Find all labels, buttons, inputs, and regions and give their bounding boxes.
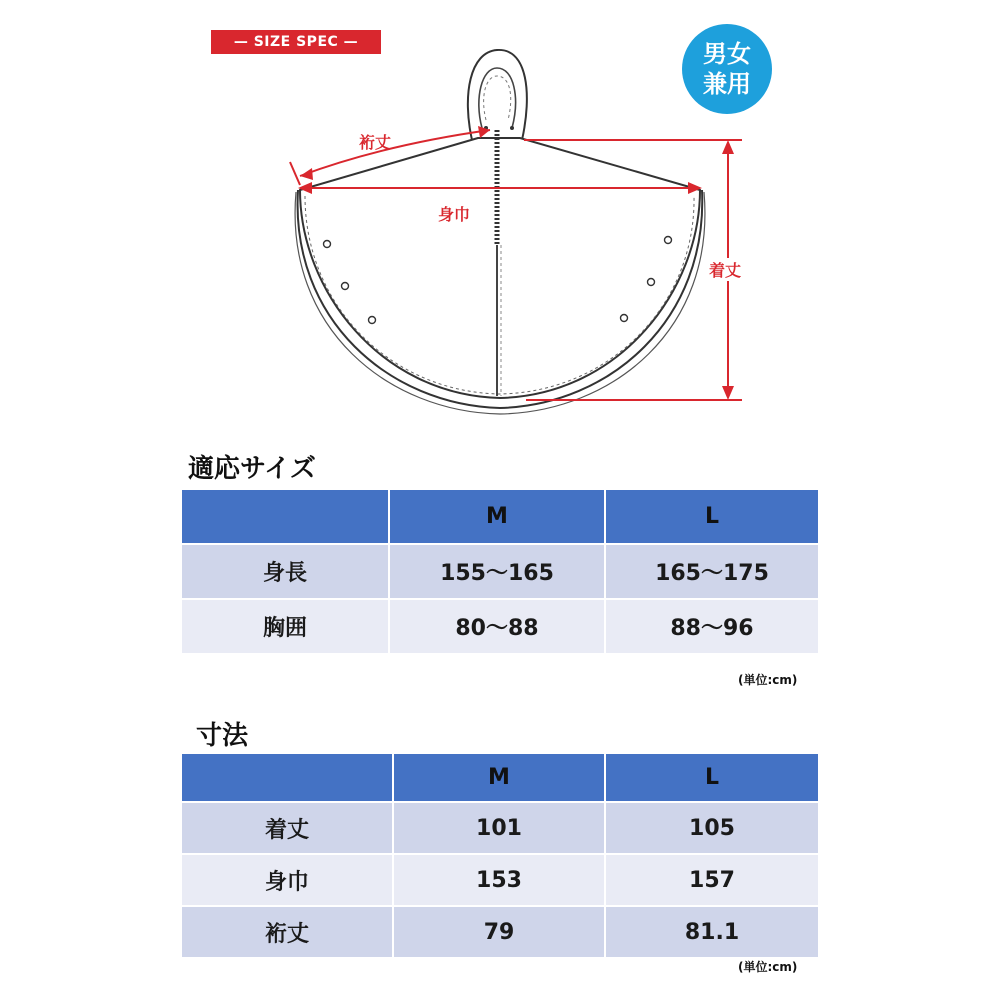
row-label: 身巾 — [182, 855, 394, 907]
row-label: 身長 — [182, 545, 390, 600]
table-header-row — [182, 754, 818, 803]
header-cell-m: M — [390, 490, 606, 545]
dimension-table-unit-note: (単位:cm) — [738, 960, 798, 974]
garment-length-label: 着丈 — [709, 258, 741, 281]
cell-m: 101 — [394, 803, 606, 855]
cell-m: 153 — [394, 855, 606, 907]
table-header-row — [182, 490, 818, 545]
row-label: 裄丈 — [182, 907, 394, 957]
fit-size-table — [182, 490, 818, 653]
sleeve-length-label: 裄丈 — [359, 133, 392, 152]
dimension-table — [182, 754, 818, 957]
hood-inner — [479, 68, 516, 128]
header-cell-l: L — [606, 490, 818, 545]
poncho-body-outline — [300, 138, 700, 398]
dimension-title: 寸法 — [196, 721, 249, 751]
row-label: 胸囲 — [182, 600, 390, 653]
size-spec-banner: — SIZE SPEC — — [211, 30, 381, 54]
header-cell — [182, 490, 390, 545]
cell-l: 157 — [606, 855, 818, 907]
table-row — [182, 855, 818, 907]
cell-l: 81.1 — [606, 907, 818, 957]
header-cell-l: L — [606, 754, 818, 803]
row-label: 着丈 — [182, 803, 394, 855]
table-row — [182, 600, 818, 653]
fit-size-title: 適応サイズ — [188, 454, 316, 484]
cell-l: 88〜96 — [606, 600, 818, 653]
fit-table-unit-note: (単位:cm) — [738, 673, 798, 687]
cell-m: 155〜165 — [390, 545, 606, 600]
table-row — [182, 907, 818, 957]
header-cell — [182, 754, 394, 803]
table-row — [182, 803, 818, 855]
cell-l: 165〜175 — [606, 545, 818, 600]
badge-line-2: 兼用 — [703, 70, 751, 98]
header-cell-m: M — [394, 754, 606, 803]
cell-m: 79 — [394, 907, 606, 957]
table-row — [182, 545, 818, 600]
cell-m: 80〜88 — [390, 600, 606, 653]
body-width-label: 身巾 — [438, 205, 471, 224]
badge-line-1: 男女 — [703, 40, 751, 68]
poncho-diagram — [0, 0, 1000, 430]
cell-l: 105 — [606, 803, 818, 855]
